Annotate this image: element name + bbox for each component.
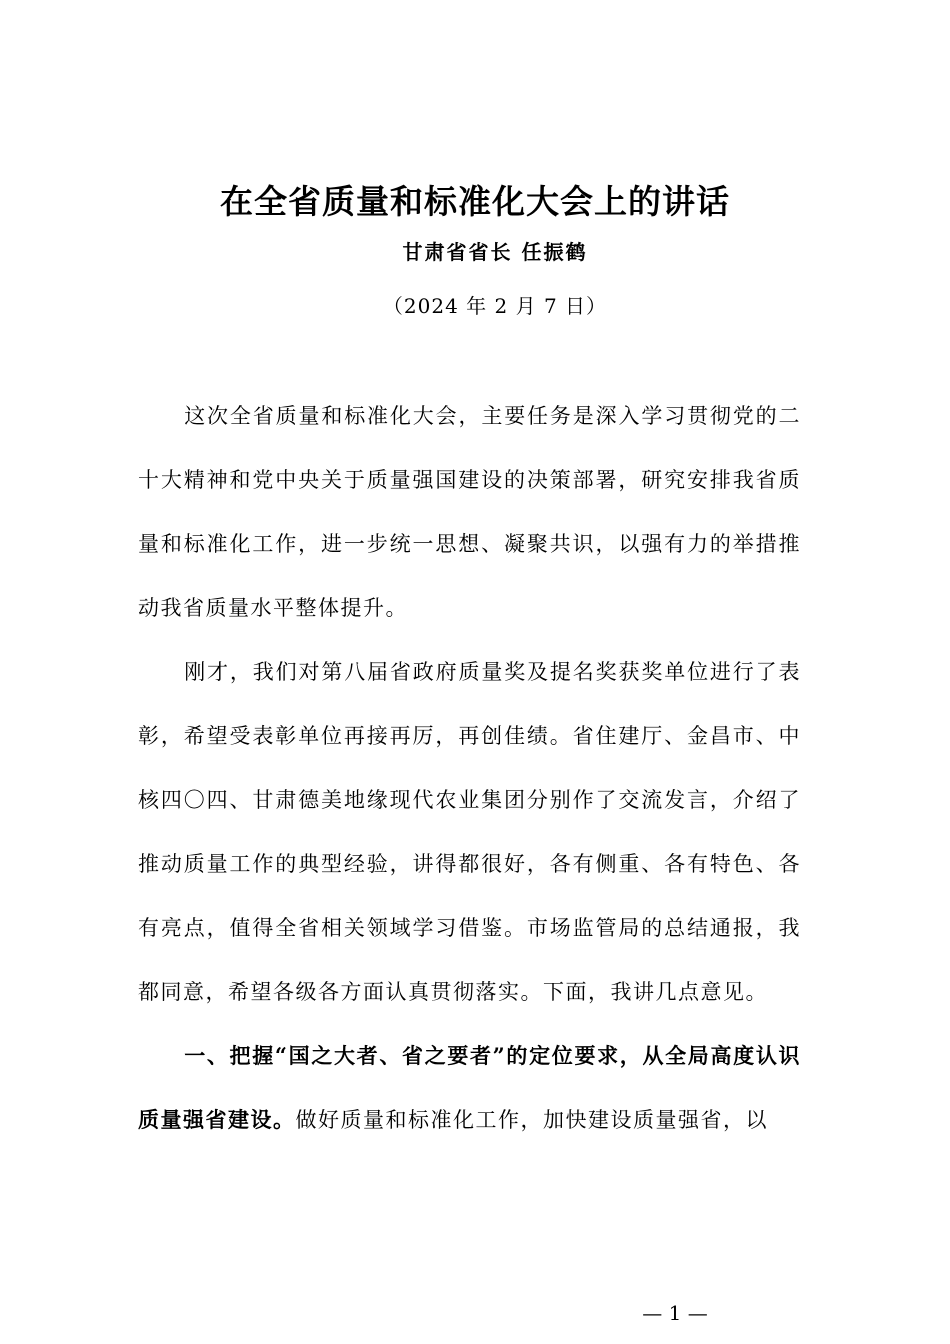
- document-title: 在全省质量和标准化大会上的讲话: [220, 182, 730, 221]
- page-number: — 1 —: [642, 1301, 708, 1325]
- section-heading: 一、把握“国之大者、省之要者”的定位要求，从全局高度认识质量强省建设。: [138, 1043, 801, 1132]
- paragraph-1-text: 这次全省质量和标准化大会，主要任务是深入学习贯彻党的二十大精神和党中央关于质量强国建设的决策部署，研究安排我省质量和标准化工作，进一步统一思想、凝聚共识，以强有力的举措推动我省质量水平整体提升。: [138, 404, 801, 620]
- document-body: [138, 384, 801, 1152]
- paragraph-3-text: 做好质量和标准化工作，加快建设质量强省，以: [295, 1108, 768, 1132]
- paragraph-2: [138, 640, 801, 1024]
- paragraph-3: [138, 1024, 801, 1152]
- paragraph-1: [138, 384, 801, 640]
- paragraph-2-text: 刚才，我们对第八届省政府质量奖及提名奖获奖单位进行了表彰，希望受表彰单位再接再厉，再创佳绩。省住建厅、金昌市、中核四〇四、甘肃德美地缘现代农业集团分别作了交流发言，介绍了推动质量工作的典型经验，讲得都很好，各有侧重、各有特色、各有亮点，值得全省相关领域学习借鉴。市场监管局的总结通报，我都同意，希望各级各方面认真贯彻落实。下面，我讲几点意见。: [138, 660, 801, 1004]
- document-date: （2024 年 2 月 7 日）: [382, 294, 608, 318]
- document-author: 甘肃省省长 任振鹤: [402, 240, 588, 264]
